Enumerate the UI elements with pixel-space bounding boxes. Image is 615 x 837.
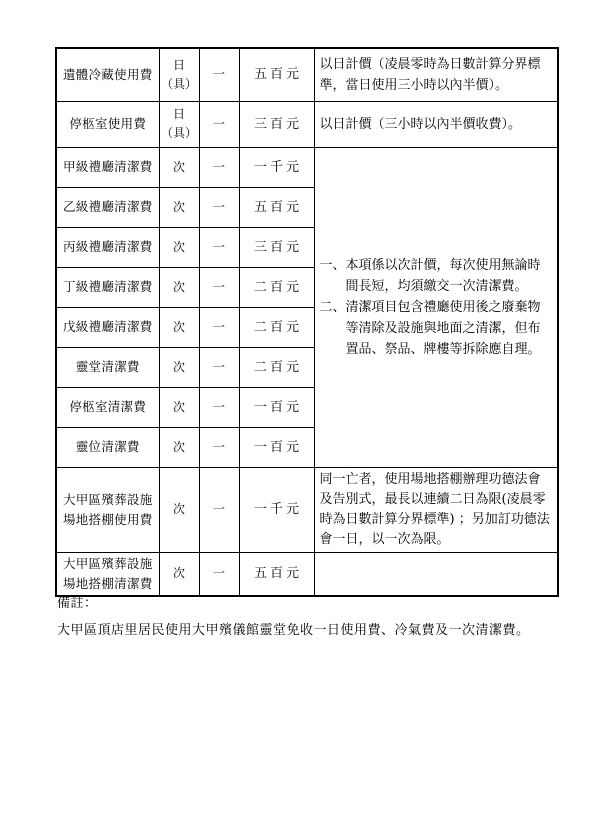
cleaning-note-merged-cell <box>314 147 558 467</box>
price-cell: 五百元 <box>239 48 314 101</box>
table-row <box>56 48 558 101</box>
quantity-cell: 一 <box>199 552 239 596</box>
price-cell: 三百元 <box>239 101 314 147</box>
unit-line: 日 <box>172 57 185 72</box>
remarks-section <box>57 595 567 640</box>
fee-name-cell: 大甲區殯葬設施場地搭棚使用費 <box>56 467 159 552</box>
unit-cell: 次 <box>159 187 199 227</box>
fee-schedule-table <box>55 47 559 597</box>
fee-name-cell: 靈堂清潔費 <box>56 347 159 387</box>
quantity-cell: 一 <box>199 467 239 552</box>
cleaning-note-item: 一、本項係以次計價，每次使用無論時間長短，均須繳交一次清潔費。 <box>319 257 541 294</box>
unit-line: 日 <box>172 107 185 121</box>
price-cell: 二百元 <box>239 267 314 307</box>
fee-name-cell: 靈位清潔費 <box>56 427 159 467</box>
quantity-cell: 一 <box>199 48 239 101</box>
note-cell <box>314 552 558 596</box>
fee-name-cell: 大甲區殯葬設施場地搭棚清潔費 <box>56 552 159 596</box>
quantity-cell: 一 <box>199 427 239 467</box>
remark-label: 備註： <box>57 596 98 611</box>
fee-name-cell: 遺體冷藏使用費 <box>56 48 159 101</box>
quantity-cell: 一 <box>199 147 239 187</box>
table-row <box>56 147 558 187</box>
unit-line: （具） <box>160 76 197 91</box>
price-cell: 二百元 <box>239 307 314 347</box>
table-row <box>56 467 558 552</box>
table-row <box>56 552 558 596</box>
table-row <box>56 101 558 147</box>
price-cell: 五百元 <box>239 552 314 596</box>
unit-cell: 次 <box>159 307 199 347</box>
fee-name-cell: 停柩室清潔費 <box>56 387 159 427</box>
cleaning-note-item: 二、清潔項目包含禮廳使用後之廢棄物等清除及設施與地面之清潔，但布置品、祭品、牌樓等拆除應自理。 <box>319 299 541 357</box>
fee-name-cell: 戊級禮廳清潔費 <box>56 307 159 347</box>
fee-name-cell: 甲級禮廳清潔費 <box>56 147 159 187</box>
price-cell: 一百元 <box>239 427 314 467</box>
unit-cell: 次 <box>159 427 199 467</box>
fee-name-cell: 乙級禮廳清潔費 <box>56 187 159 227</box>
fee-name-cell: 丙級禮廳清潔費 <box>56 227 159 267</box>
remark-text: 大甲區頂店里居民使用大甲殯儀館靈堂免收一日使用費、冷氣費及一次清潔費。 <box>57 623 530 638</box>
unit-cell: 次 <box>159 147 199 187</box>
unit-cell: 次 <box>159 467 199 552</box>
note-cell: 以日計價（凌晨零時為日數計算分界標準，當日使用三小時以內半價）。 <box>314 48 558 101</box>
price-cell: 一千元 <box>239 147 314 187</box>
note-cell: 以日計價（三小時以內半價收費）。 <box>314 101 558 147</box>
unit-cell: 次 <box>159 267 199 307</box>
quantity-cell: 一 <box>199 307 239 347</box>
unit-cell: 次 <box>159 227 199 267</box>
unit-cell: 次 <box>159 387 199 427</box>
unit-cell: 次 <box>159 552 199 596</box>
fee-name-cell: 停柩室使用費 <box>56 101 159 147</box>
quantity-cell: 一 <box>199 387 239 427</box>
unit-cell: 次 <box>159 347 199 387</box>
unit-line: （具） <box>160 126 197 140</box>
unit-cell <box>159 101 199 147</box>
price-cell: 一百元 <box>239 387 314 427</box>
quantity-cell: 一 <box>199 347 239 387</box>
unit-cell <box>159 48 199 101</box>
price-cell: 二百元 <box>239 347 314 387</box>
note-cell: 同一亡者，使用場地搭棚辦理功德法會及告別式，最長以連續二日為限(凌晨零時為日數計算分界標準) ；另加訂功德法會一日，以一次為限。 <box>314 467 558 552</box>
price-cell: 三百元 <box>239 227 314 267</box>
quantity-cell: 一 <box>199 101 239 147</box>
price-cell: 五百元 <box>239 187 314 227</box>
quantity-cell: 一 <box>199 267 239 307</box>
price-cell: 一千元 <box>239 467 314 552</box>
quantity-cell: 一 <box>199 187 239 227</box>
fee-name-cell: 丁級禮廳清潔費 <box>56 267 159 307</box>
quantity-cell: 一 <box>199 227 239 267</box>
